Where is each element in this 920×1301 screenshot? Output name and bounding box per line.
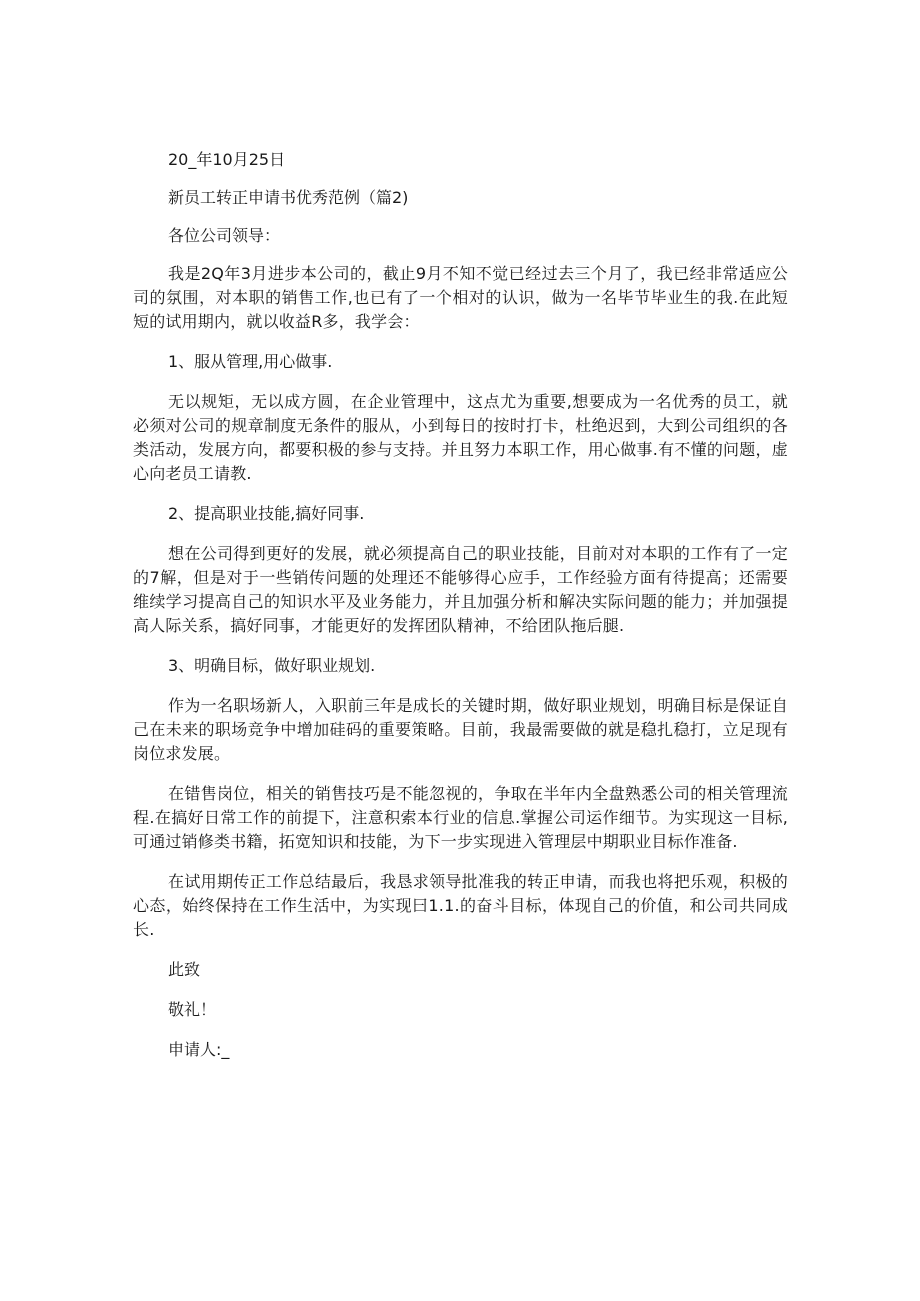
closing-line-2: 敬礼！ <box>168 1000 217 1019</box>
document-date: 20_年10月25日 <box>168 150 286 169</box>
paragraph-section-3a: 作为一名职场新人，入职前三年是成长的关键时期，做好职业规划，明确目标是保证自己在未来的职场竞争中增加硅码的重要策略。目前，我最需要做的就是稳扎稳打，立足现有岗位求发展。 <box>133 696 788 763</box>
paragraph-section-1: 无以规矩，无以成方圆，在企业管理中，这点尤为重要,想要成为一名优秀的员工，就必须对公司的规章制度无条件的服从，小到每日的按时打卡，杜绝迟到，大到公司组织的各类活动，发展方向，都要积极的参与支持。并且努力本职工作，用心做事.有不懂的问题，虚心向老员工请教. <box>133 392 788 483</box>
section-heading-1: 1、服从管理,用心做事. <box>168 352 333 371</box>
paragraph-intro: 我是2Q年3月进步本公司的，截止9月不知不觉已经过去三个月了，我已经非常适应公司的氛围，对本职的销售工作,也已有了一个相对的认识，做为一名毕节毕业生的我.在此短短的试用期内，就以收益R多，我学会： <box>133 264 788 331</box>
paragraph-section-2: 想在公司得到更好的发展，就必须提高自己的职业技能，目前对对本职的工作有了一定的7解，但是对于一些销传问题的处理还不能够得心应手，工作经验方面有待提高；还需要维续学习提高自己的知识水平及业务能力，并且加强分析和解决实际问题的能力；并加强提高人际关系，搞好同事，才能更好的发挥团队精神，不给团队拖后腿. <box>133 544 788 635</box>
document-page <box>133 148 788 1078</box>
document-title: 新员工转正申请书优秀范例（篇2) <box>168 188 409 207</box>
paragraph-section-3b: 在错售岗位，相关的销售技巧是不能忽视的，争取在半年内全盘熟悉公司的相关管理流程.在搞好日常工作的前提下，注意积索本行业的信息.掌握公司运作细节。为实现这一目标,可通过销修类书籍，拓宽知识和技能，为下一步实现进入管理层中期职业目标作准备. <box>133 784 788 851</box>
paragraph-conclusion: 在试用期传正工作总结最后，我恳求领导批准我的转正申请，而我也将把乐观，积极的心态，始终保持在工作生活中，为实现曰1.1.的奋斗目标，体现自己的价值，和公司共同成长. <box>133 872 788 939</box>
salutation: 各位公司领导： <box>168 226 281 245</box>
section-heading-2: 2、提高职业技能,搞好同事. <box>168 504 365 523</box>
signature-line: 申请人:_ <box>168 1040 230 1059</box>
closing-line-1: 此致 <box>168 960 201 979</box>
section-heading-3: 3、明确目标，做好职业规划. <box>168 656 376 675</box>
